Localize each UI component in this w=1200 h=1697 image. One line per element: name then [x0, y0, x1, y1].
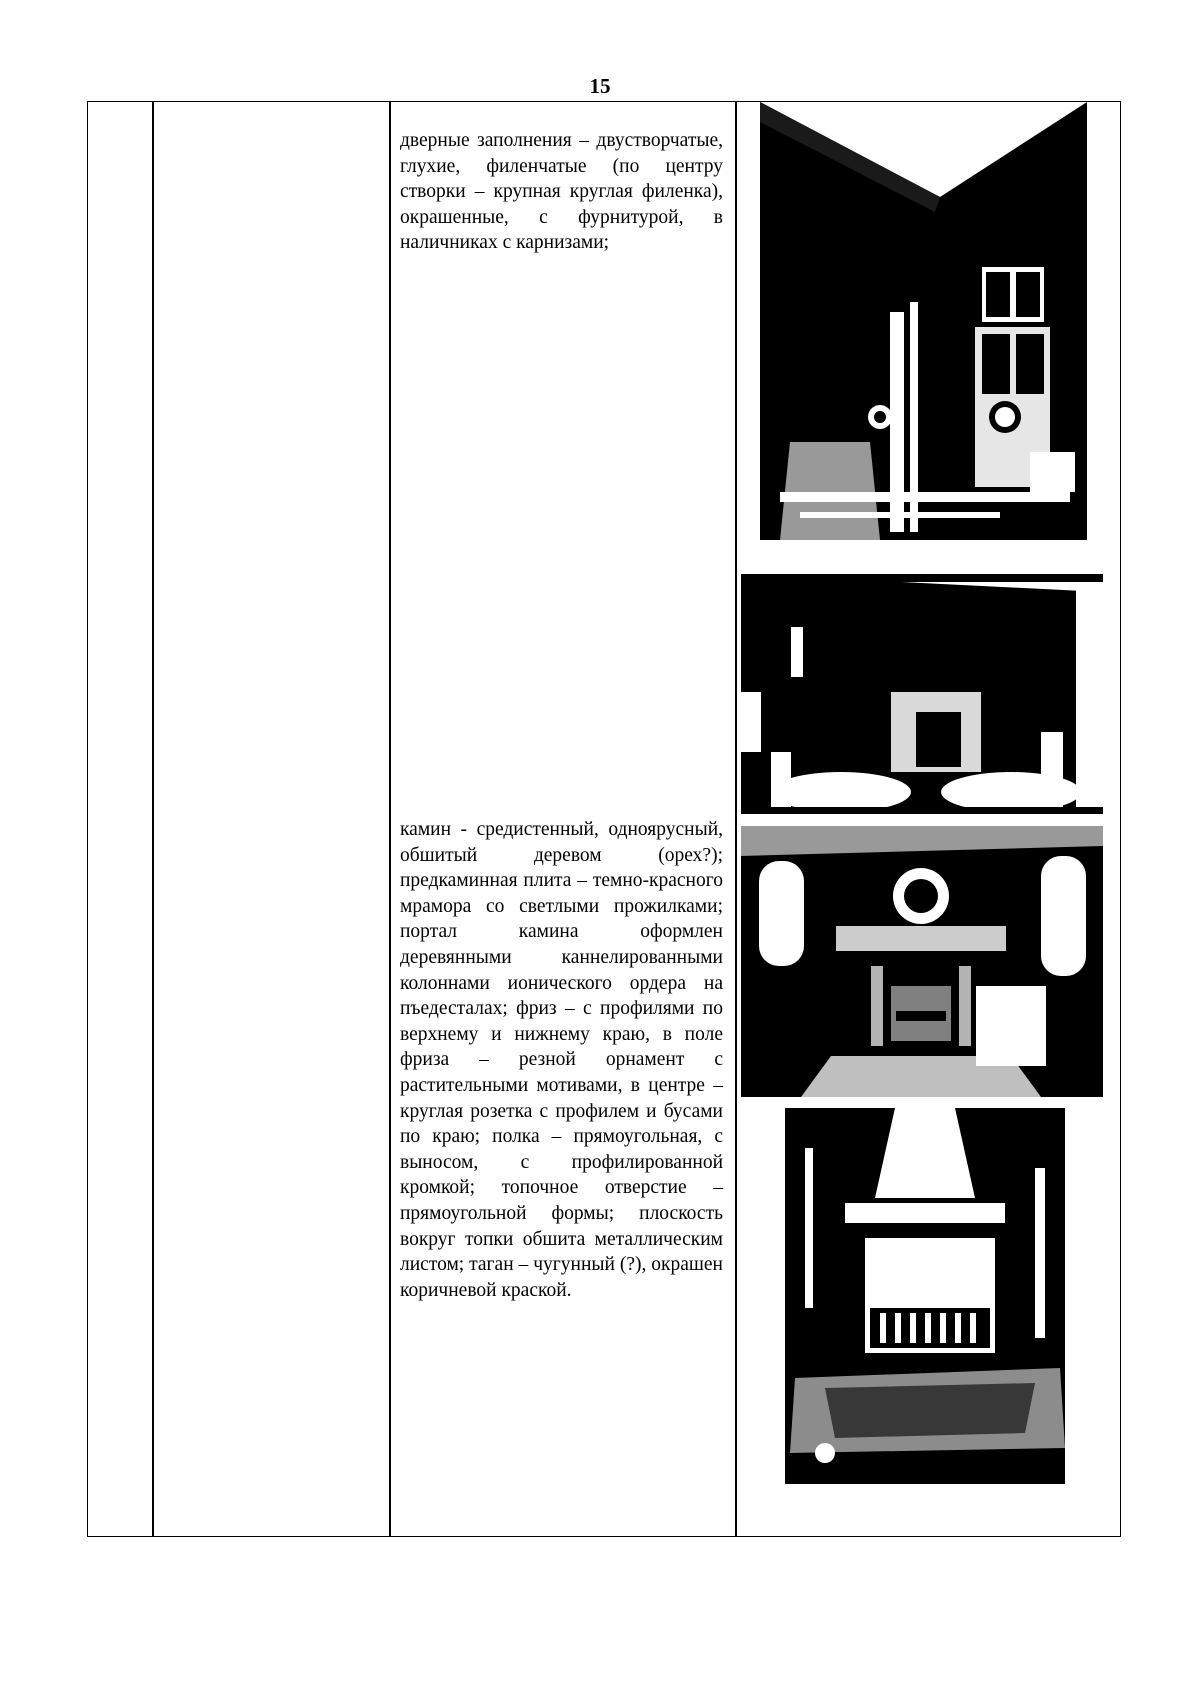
photo-room-doors: [760, 102, 1087, 540]
fireplace-image: [741, 826, 1103, 1097]
photo-room-interior: [741, 552, 1103, 814]
photo-fireplace: [741, 826, 1103, 1097]
room-doors-image: [760, 102, 1087, 540]
fireplace-closeup-image: [785, 1108, 1065, 1484]
photo-fireplace-closeup: [785, 1108, 1065, 1484]
door-description: [400, 128, 723, 256]
column-divider-3: [735, 102, 737, 1536]
door-description-text: дверные заполнения – двустворчатые, глухие, филенчатые (по центру створки – крупная круглая филенка), окрашенные, с фурнитурой, в наличниках с карнизами;: [400, 130, 723, 254]
column-divider-1: [152, 102, 154, 1536]
fireplace-description-text: камин - средистенный, одноярусный, обшитый деревом (орех?); предкаминная плита – темно-красного мрамора со светлыми прожилками; портал камина оформлен деревянными каннелированными колоннами ионического ордера на пъедесталах; фриз – с профилями по верхнему и нижнему краю, в поле фриза – резной орнамент с растительными мотивами, в центре – круглая розетка с профилем и бусами по краю; полка – прямоугольная, с выносом, с профилированной кромкой; топочное отверстие – прямоугольной формы; плоскость вокруг топки обшита металлическим листом; таган – чугунный (?), окрашен коричневой краской.: [400, 819, 723, 1301]
page-number: 15: [589, 74, 611, 98]
fireplace-description: [400, 817, 723, 1303]
room-interior-image: [741, 552, 1103, 814]
column-divider-2: [389, 102, 391, 1536]
